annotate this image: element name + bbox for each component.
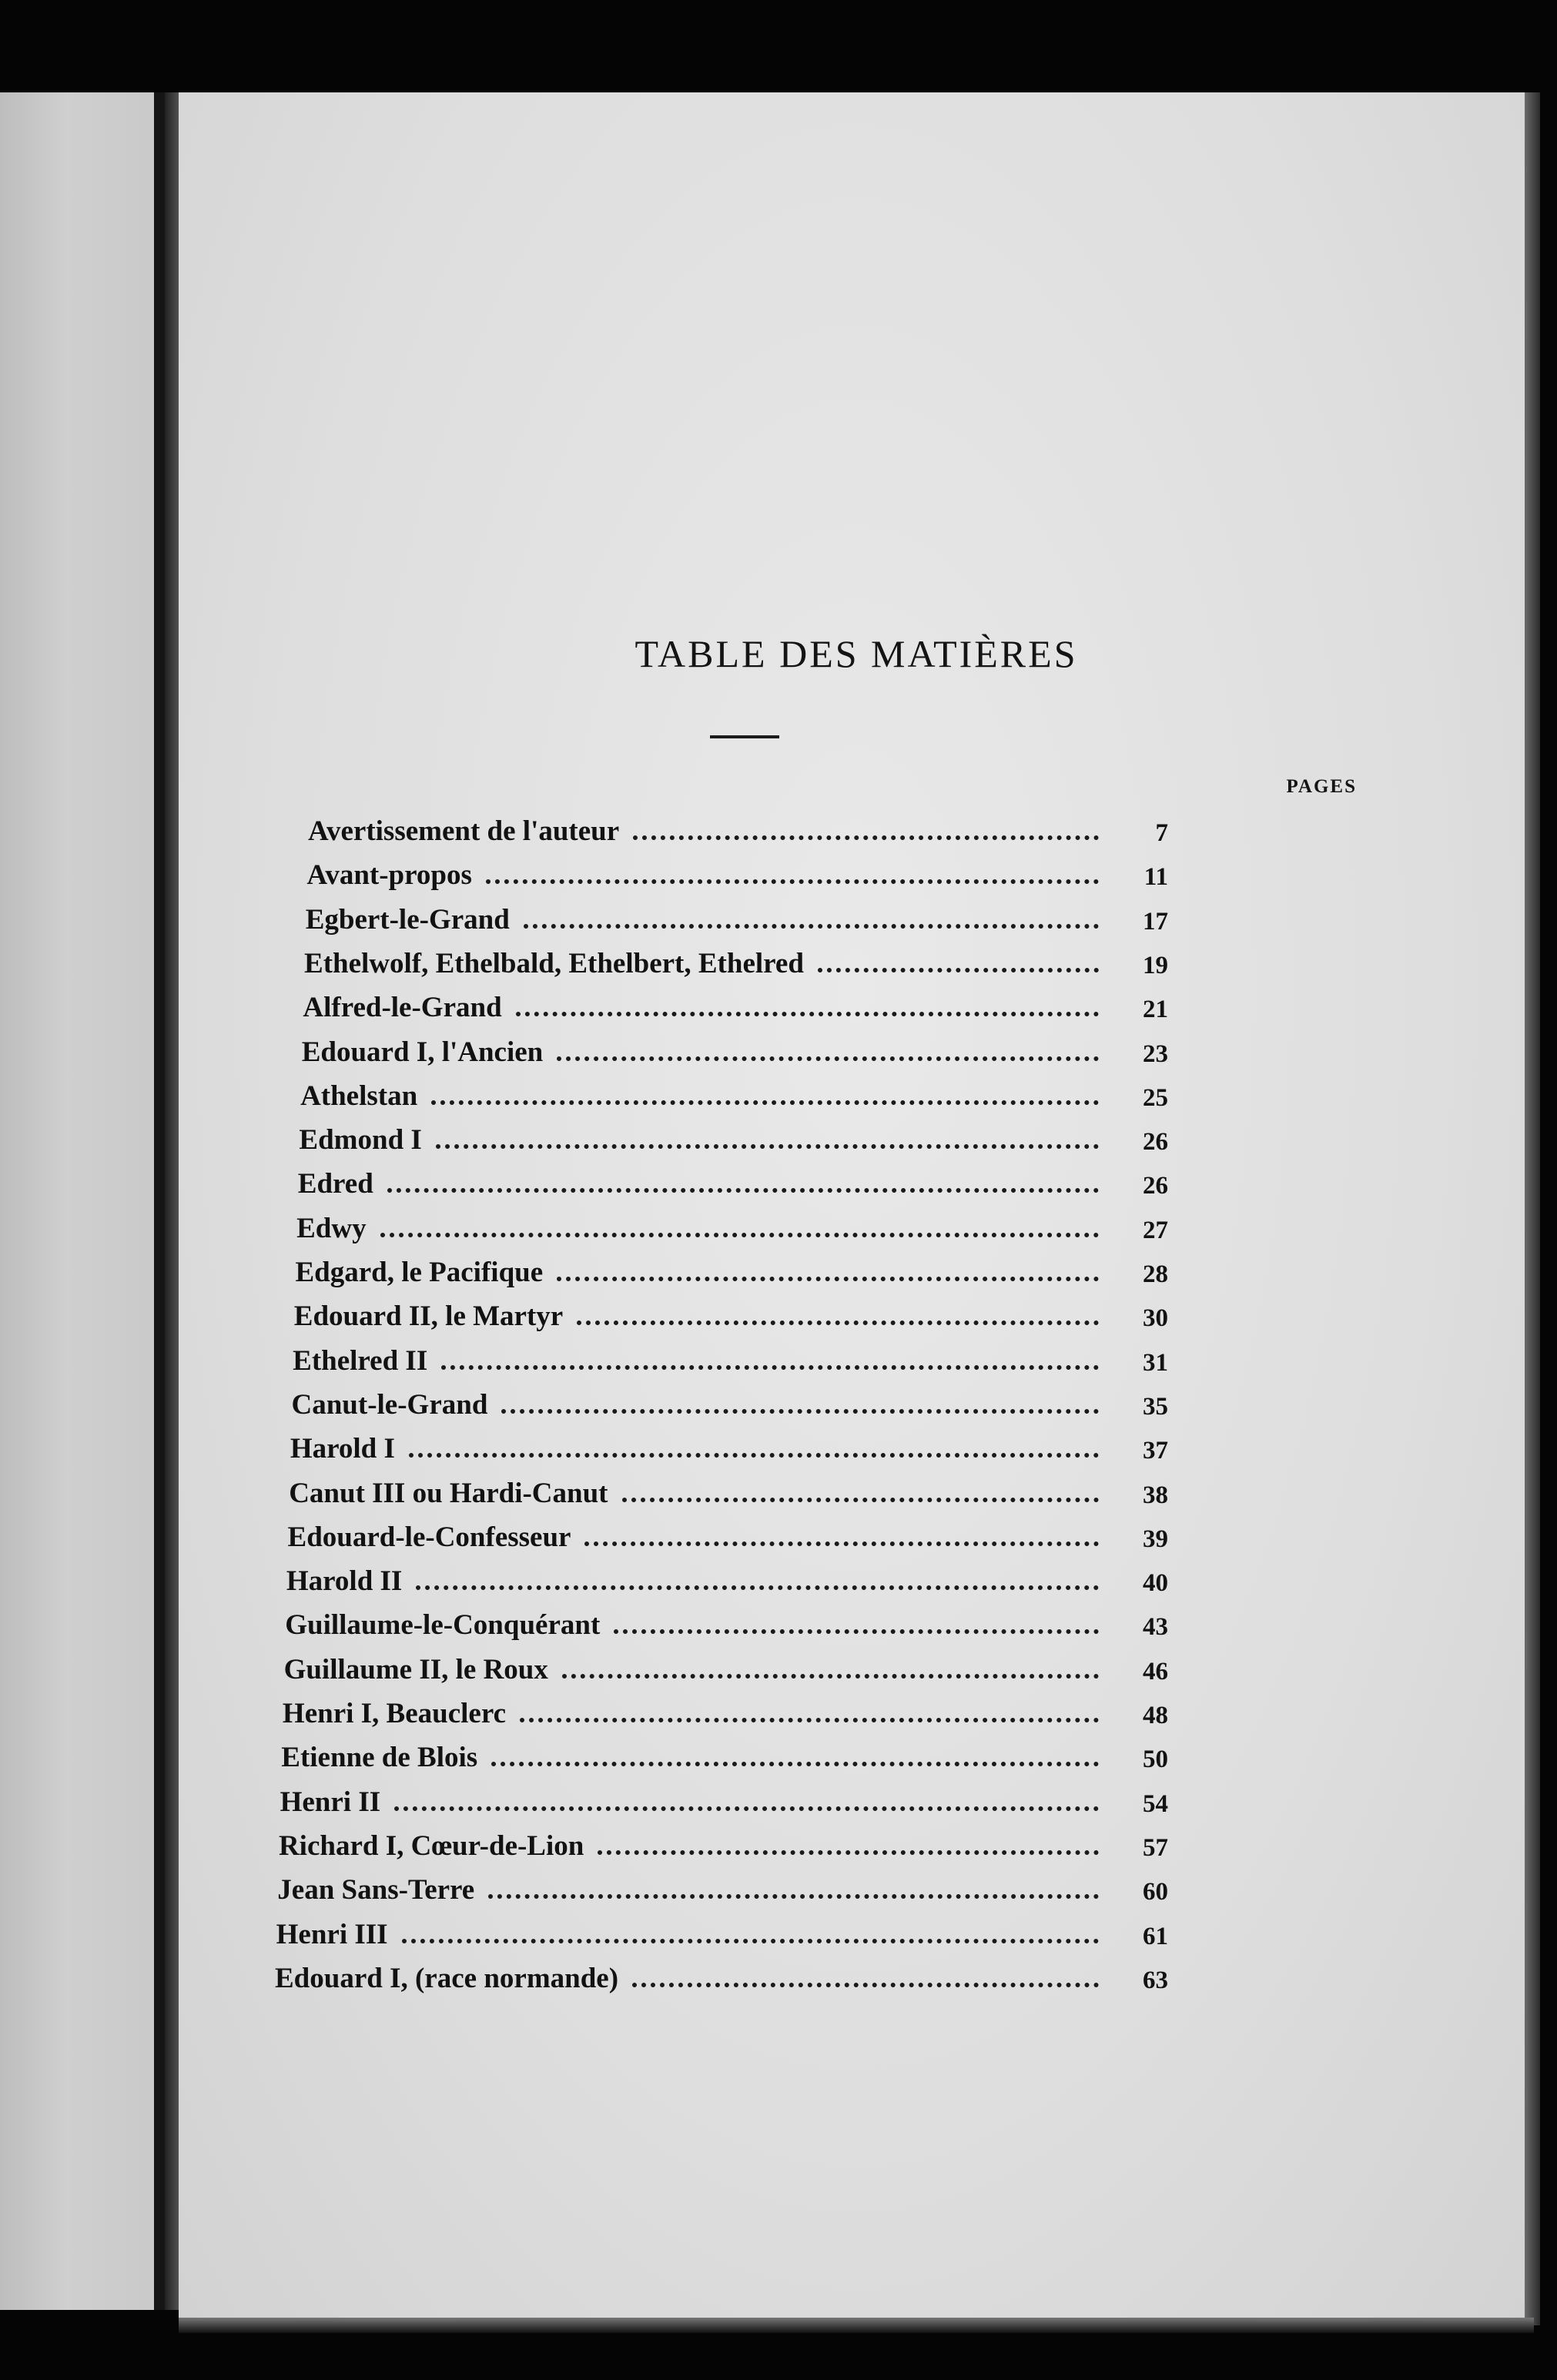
toc-entry-title: Harold I — [290, 1433, 395, 1465]
toc-entry-title: Jean Sans-Terre — [277, 1874, 475, 1906]
table-of-contents — [179, 92, 1534, 2325]
toc-entry-title: Henri III — [276, 1918, 388, 1950]
dot-leader — [562, 1674, 1099, 1679]
toc-entry-page: 60 — [1142, 1878, 1168, 1906]
dot-leader — [486, 879, 1099, 884]
dot-leader — [380, 1233, 1099, 1237]
toc-entry — [294, 1290, 1168, 1333]
dot-leader — [387, 1188, 1099, 1193]
toc-entry — [303, 981, 1168, 1024]
toc-entry — [296, 1202, 1168, 1245]
toc-entry-title: Edmond I — [299, 1124, 422, 1157]
toc-entry-title: Henri I, Beauclerc — [282, 1698, 507, 1729]
toc-entry-page: 23 — [1142, 1039, 1168, 1068]
toc-entry-page: 40 — [1142, 1569, 1168, 1598]
toc-entry — [298, 1157, 1168, 1200]
toc-entry — [304, 937, 1168, 980]
toc-entry-page: 46 — [1142, 1657, 1168, 1685]
toc-entry-page: 17 — [1142, 907, 1168, 936]
toc-entry-title: Avant-propos — [306, 859, 472, 892]
toc-entry — [302, 1026, 1168, 1069]
dot-leader — [520, 1718, 1099, 1722]
toc-entry-title: Edouard I, l'Ancien — [301, 1036, 544, 1068]
toc-entry-page: 27 — [1142, 1216, 1168, 1244]
left-page-binding — [154, 92, 165, 2310]
dot-leader — [557, 1277, 1099, 1281]
toc-entry-title: Athelstan — [300, 1080, 418, 1112]
toc-entry-page: 21 — [1142, 996, 1168, 1024]
dot-leader — [416, 1585, 1099, 1590]
toc-entry — [277, 1863, 1168, 1906]
left-page-edge — [0, 92, 165, 2310]
dot-leader — [633, 835, 1099, 840]
dot-leader — [584, 1541, 1099, 1546]
dot-leader — [632, 1983, 1099, 1987]
toc-entry — [276, 1908, 1168, 1951]
toc-entry-page: 7 — [1155, 819, 1168, 847]
dot-leader — [577, 1321, 1099, 1325]
toc-entry-page: 54 — [1142, 1789, 1168, 1818]
toc-entry-title: Ethelwolf, Ethelbald, Ethelbert, Ethelred — [304, 947, 804, 979]
toc-entry-page: 28 — [1142, 1260, 1168, 1288]
toc-entry — [283, 1687, 1168, 1730]
dot-leader — [431, 1100, 1099, 1105]
dot-leader — [622, 1498, 1099, 1502]
toc-entry-title: Canut III ou Hardi-Canut — [289, 1477, 608, 1509]
toc-entry — [299, 1113, 1168, 1157]
toc-entry-title: Edwy — [296, 1212, 367, 1244]
toc-entry-title: Edouard I, (race normande) — [275, 1962, 619, 1994]
toc-entry-page: 37 — [1142, 1437, 1168, 1465]
toc-entry-title: Alfred-le-Grand — [303, 992, 502, 1024]
toc-entry-page: 63 — [1143, 1966, 1168, 1994]
toc-entry — [288, 1511, 1168, 1554]
toc-entry — [306, 849, 1168, 892]
toc-entry — [290, 1422, 1168, 1465]
toc-entry — [286, 1555, 1168, 1598]
toc-entry-title: Edred — [297, 1168, 373, 1200]
toc-entry-page: 31 — [1142, 1348, 1168, 1377]
toc-entry-page: 61 — [1142, 1922, 1168, 1950]
toc-entry-page: 11 — [1143, 863, 1168, 892]
dot-leader — [491, 1762, 1099, 1766]
toc-entry-page: 26 — [1142, 1172, 1168, 1200]
toc-entry — [275, 1952, 1168, 1995]
dot-leader — [524, 924, 1099, 929]
dot-leader — [557, 1056, 1099, 1061]
toc-entry-page: 30 — [1142, 1304, 1168, 1333]
dot-leader — [441, 1365, 1099, 1370]
toc-entry-page: 19 — [1142, 951, 1168, 979]
toc-entry-page: 26 — [1142, 1128, 1168, 1157]
toc-entry — [293, 1334, 1168, 1377]
toc-entry — [308, 805, 1168, 848]
toc-entry — [300, 1069, 1168, 1113]
toc-entry-page: 39 — [1142, 1525, 1168, 1553]
toc-entry — [306, 893, 1168, 936]
toc-entry — [284, 1643, 1168, 1686]
toc-entry-page: 35 — [1143, 1392, 1168, 1421]
toc-entry — [295, 1246, 1168, 1289]
toc-entry-title: Guillaume-le-Conquérant — [285, 1609, 601, 1642]
toc-entry — [285, 1598, 1168, 1642]
toc-entry-title: Etienne de Blois — [281, 1742, 478, 1774]
toc-entry-page: 57 — [1142, 1833, 1168, 1862]
dot-leader — [409, 1453, 1099, 1458]
toc-title: TABLE DES MATIÈRES — [635, 632, 1078, 675]
dot-leader — [488, 1894, 1099, 1899]
toc-entry — [281, 1731, 1168, 1774]
dot-leader — [394, 1806, 1099, 1811]
toc-entry — [280, 1776, 1168, 1819]
toc-entry-page: 38 — [1142, 1481, 1168, 1509]
toc-entry — [279, 1819, 1168, 1863]
toc-entry-title: Richard I, Cœur-de-Lion — [278, 1829, 584, 1862]
dot-leader — [818, 968, 1099, 972]
title-rule — [710, 735, 779, 738]
toc-entry — [292, 1378, 1169, 1421]
toc-entry-title: Harold II — [286, 1565, 403, 1598]
toc-entry-title: Canut-le-Grand — [291, 1388, 488, 1421]
toc-entry-title: Ethelred II — [293, 1344, 428, 1377]
toc-entry — [289, 1467, 1168, 1510]
dot-leader — [516, 1012, 1099, 1016]
pages-column-header: PAGES — [1286, 776, 1357, 797]
toc-entry-title: Edouard-le-Confesseur — [287, 1521, 571, 1553]
toc-entry-title: Guillaume II, le Roux — [283, 1653, 548, 1685]
toc-entry-page: 25 — [1142, 1083, 1168, 1112]
dot-leader — [436, 1144, 1099, 1149]
dot-leader — [598, 1850, 1099, 1855]
dot-leader — [402, 1939, 1099, 1943]
toc-entry-page: 48 — [1142, 1702, 1168, 1729]
toc-entry-title: Henri II — [280, 1786, 381, 1818]
dot-leader — [614, 1629, 1099, 1634]
toc-entry-page: 43 — [1142, 1613, 1168, 1642]
toc-entry-title: Edouard II, le Martyr — [293, 1300, 564, 1333]
toc-entry-title: Edgard, le Pacifique — [295, 1257, 544, 1288]
dot-leader — [501, 1409, 1099, 1414]
toc-entry-title: Egbert-le-Grand — [305, 903, 510, 936]
toc-entry-page: 50 — [1142, 1746, 1168, 1774]
toc-entry-title: Avertissement de l'auteur — [308, 815, 620, 847]
